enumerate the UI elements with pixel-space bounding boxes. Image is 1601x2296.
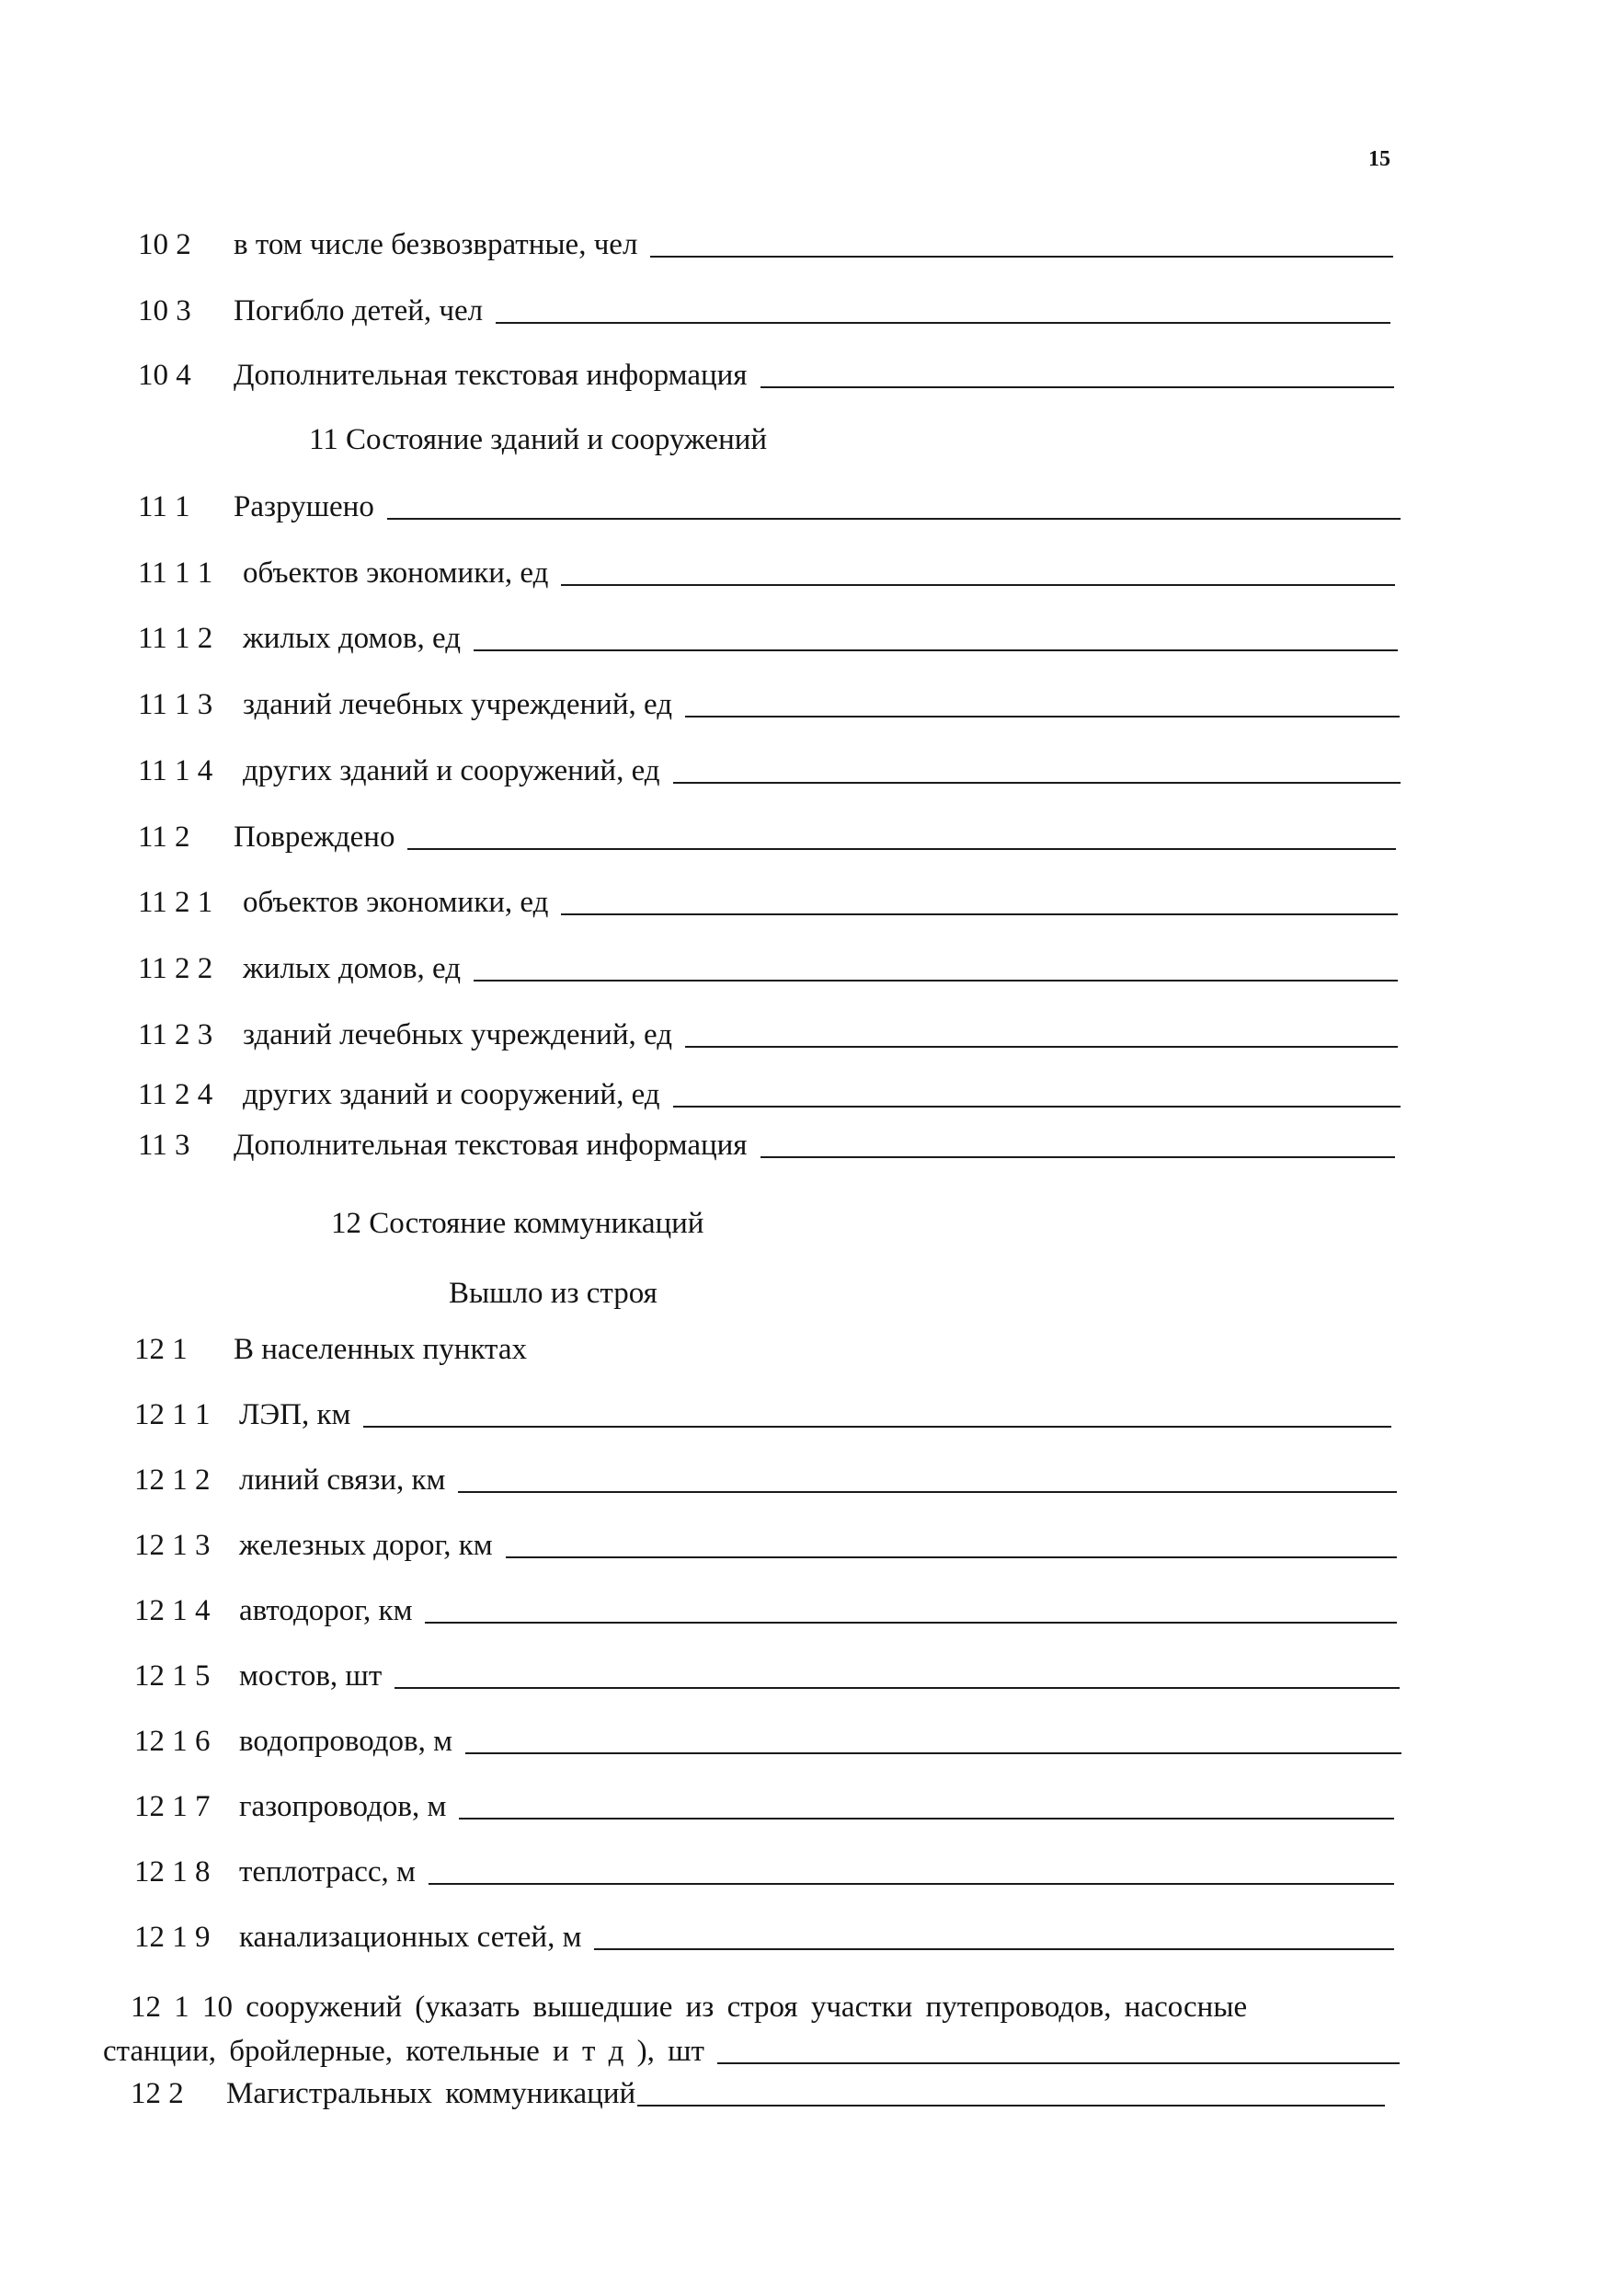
item-label: водопроводов, м bbox=[239, 1725, 453, 1758]
item-label: зданий лечебных учреждений, ед bbox=[243, 1018, 672, 1051]
item-number: 10 4 bbox=[138, 359, 191, 392]
item-label: мостов, шт bbox=[239, 1659, 383, 1693]
page-number: 15 bbox=[1368, 147, 1390, 171]
item-number: 10 2 bbox=[138, 228, 191, 261]
item-label: железных дорог, км bbox=[239, 1529, 493, 1562]
item-label: Разрушено bbox=[234, 490, 374, 523]
fill-in-line[interactable] bbox=[717, 2062, 1400, 2064]
wrapped-row-first-line bbox=[131, 1985, 1400, 2029]
item-number: 12 1 9 bbox=[134, 1921, 211, 1954]
item-number: 11 1 4 bbox=[138, 754, 213, 787]
item-number: 12 1 6 bbox=[134, 1725, 211, 1758]
subsection-heading: Вышло из строя bbox=[449, 1277, 658, 1310]
section-heading: 12 Состояние коммуникаций bbox=[331, 1207, 704, 1240]
fill-in-line[interactable] bbox=[561, 584, 1395, 586]
item-label: жилых домов, ед bbox=[243, 622, 461, 655]
item-label: ЛЭП, км bbox=[239, 1398, 351, 1431]
fill-in-line[interactable] bbox=[496, 322, 1390, 324]
form-row bbox=[134, 1594, 1397, 1628]
item-label: объектов экономики, ед bbox=[243, 557, 549, 590]
fill-in-line[interactable] bbox=[685, 1046, 1398, 1048]
item-label: Магистральных коммуникаций bbox=[226, 2077, 636, 2110]
form-row bbox=[138, 886, 1398, 920]
item-number: 11 3 bbox=[138, 1129, 190, 1162]
item-label: Дополнительная текстовая информация bbox=[234, 1129, 748, 1162]
item-number: 12 1 1 bbox=[134, 1398, 211, 1431]
item-number: 11 2 2 bbox=[138, 952, 213, 985]
item-number: 10 3 bbox=[138, 294, 191, 327]
item-label: линий связи, км bbox=[239, 1464, 446, 1497]
item-number: 12 1 bbox=[134, 1333, 188, 1366]
item-number: 12 1 10 bbox=[131, 1991, 233, 2024]
item-label-line-2: станции, бройлерные, котельные и т д ), шт bbox=[103, 2035, 704, 2068]
item-number: 12 1 5 bbox=[134, 1659, 211, 1693]
fill-in-line[interactable] bbox=[760, 386, 1395, 388]
item-number: 11 1 2 bbox=[138, 622, 213, 655]
form-row bbox=[134, 1790, 1394, 1824]
fill-in-line[interactable] bbox=[363, 1426, 1391, 1428]
wrapped-row-second-line bbox=[103, 2029, 1400, 2073]
wrapped-form-row bbox=[103, 1985, 1400, 2073]
fill-in-line[interactable] bbox=[650, 256, 1393, 258]
item-number: 12 1 3 bbox=[134, 1529, 211, 1562]
item-number: 11 1 3 bbox=[138, 688, 213, 721]
item-number: 11 1 bbox=[138, 490, 190, 523]
fill-in-line[interactable] bbox=[594, 1948, 1394, 1950]
form-row bbox=[138, 557, 1395, 591]
fill-in-line[interactable] bbox=[474, 980, 1398, 982]
fill-in-line[interactable] bbox=[637, 2105, 1385, 2107]
item-label: других зданий и сооружений, ед bbox=[243, 754, 660, 787]
form-row bbox=[138, 821, 1396, 855]
form-row bbox=[134, 1333, 527, 1367]
fill-in-line[interactable] bbox=[760, 1156, 1396, 1158]
form-row bbox=[138, 490, 1401, 524]
fill-in-line[interactable] bbox=[506, 1556, 1397, 1558]
form-row bbox=[134, 1464, 1397, 1498]
fill-in-line[interactable] bbox=[673, 1106, 1401, 1108]
fill-in-line[interactable] bbox=[459, 1818, 1394, 1820]
item-label-line-1: сооружений (указать вышедшие из строя участки путепроводов, насосные bbox=[246, 1991, 1248, 2024]
form-row bbox=[134, 1855, 1394, 1889]
item-number: 12 1 2 bbox=[134, 1464, 211, 1497]
form-row bbox=[138, 952, 1398, 986]
fill-in-line[interactable] bbox=[673, 782, 1401, 784]
form-row bbox=[134, 1529, 1397, 1563]
form-row bbox=[134, 1725, 1401, 1759]
item-number: 12 2 bbox=[131, 2077, 184, 2110]
item-label: объектов экономики, ед bbox=[243, 886, 549, 919]
form-row bbox=[138, 1129, 1395, 1163]
form-row bbox=[138, 688, 1400, 722]
item-label: газопроводов, м bbox=[239, 1790, 447, 1823]
item-label: теплотрасс, м bbox=[239, 1855, 416, 1888]
fill-in-line[interactable] bbox=[685, 716, 1400, 718]
item-number: 12 1 7 bbox=[134, 1790, 211, 1823]
item-label: Погибло детей, чел bbox=[234, 294, 484, 327]
item-number: 11 2 4 bbox=[138, 1078, 213, 1111]
item-label: Повреждено bbox=[234, 821, 395, 854]
item-label: канализационных сетей, м bbox=[239, 1921, 582, 1954]
form-row bbox=[134, 1398, 1391, 1432]
item-label: других зданий и сооружений, ед bbox=[243, 1078, 660, 1111]
form-row bbox=[138, 359, 1394, 393]
item-number: 11 2 1 bbox=[138, 886, 213, 919]
form-row bbox=[138, 1078, 1401, 1112]
form-row bbox=[138, 1018, 1398, 1052]
form-row bbox=[138, 622, 1398, 656]
fill-in-line[interactable] bbox=[458, 1491, 1397, 1493]
item-label: автодорог, км bbox=[239, 1594, 413, 1627]
item-label: зданий лечебных учреждений, ед bbox=[243, 688, 672, 721]
item-number: 11 2 3 bbox=[138, 1018, 213, 1051]
form-row bbox=[134, 1659, 1400, 1693]
fill-in-line[interactable] bbox=[395, 1687, 1400, 1689]
section-heading: 11 Состояние зданий и сооружений bbox=[309, 423, 768, 456]
form-row bbox=[138, 754, 1401, 788]
form-row bbox=[138, 228, 1393, 262]
item-number: 11 2 bbox=[138, 821, 190, 854]
item-label: Дополнительная текстовая информация bbox=[234, 359, 748, 392]
fill-in-line[interactable] bbox=[407, 848, 1396, 850]
fill-in-line[interactable] bbox=[474, 649, 1398, 651]
item-number: 11 1 1 bbox=[138, 557, 213, 590]
fill-in-line[interactable] bbox=[465, 1752, 1401, 1754]
form-row bbox=[138, 294, 1390, 328]
item-label: жилых домов, ед bbox=[243, 952, 461, 985]
fill-in-line[interactable] bbox=[387, 518, 1401, 520]
fill-in-line[interactable] bbox=[425, 1622, 1397, 1624]
item-number: 12 1 4 bbox=[134, 1594, 211, 1627]
fill-in-line[interactable] bbox=[561, 913, 1398, 915]
item-label: В населенных пунктах bbox=[234, 1333, 528, 1366]
form-row bbox=[131, 2077, 1385, 2111]
item-number: 12 1 8 bbox=[134, 1855, 211, 1888]
form-row bbox=[134, 1921, 1394, 1955]
item-label: в том числе безвозвратные, чел bbox=[234, 228, 638, 261]
fill-in-line[interactable] bbox=[429, 1883, 1394, 1885]
